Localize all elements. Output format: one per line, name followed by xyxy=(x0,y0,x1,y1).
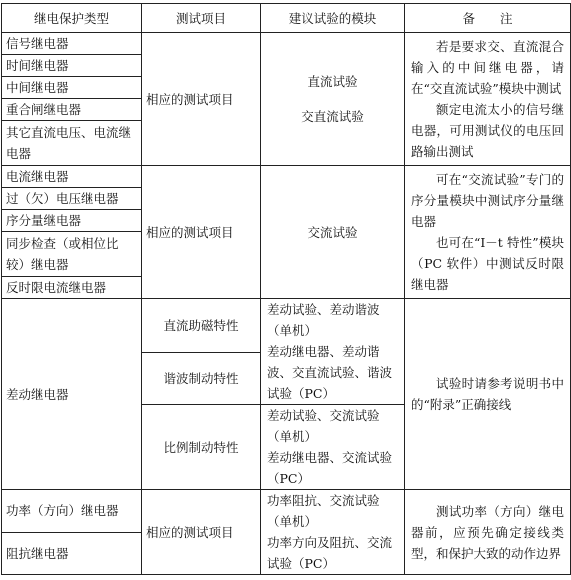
module-cell: 差动试验、交流试验（单机） 差动继电器、交流试验（PC） xyxy=(261,405,405,490)
module-cell: 交流试验 xyxy=(261,166,405,299)
remark-cell: 测试功率（方向）继电器前，应预先确定接线类型，和保护大致的动作边界 xyxy=(405,490,571,575)
relay-type-cell: 阻抗继电器 xyxy=(2,532,142,575)
relay-test-table xyxy=(1,3,571,575)
module-cell: 差动试验、差动谐波（单机） 差动继电器、差动谐波、交直流试验、谐波试验（PC） xyxy=(261,299,405,405)
table-row xyxy=(2,33,571,55)
test-item-cell: 相应的测试项目 xyxy=(142,166,261,299)
relay-type-cell: 功率（方向）继电器 xyxy=(2,490,142,533)
relay-type-cell: 电流继电器 xyxy=(2,166,142,188)
table-row xyxy=(2,299,571,353)
relay-type-cell: 过（欠）电压继电器 xyxy=(2,188,142,210)
module-cell: 直流试验 交直流试验 xyxy=(261,33,405,166)
relay-type-cell: 时间继电器 xyxy=(2,55,142,77)
header-relay-type: 继电保护类型 xyxy=(2,4,142,33)
table-row xyxy=(2,166,571,188)
header-row xyxy=(2,4,571,33)
header-test-item: 测试项目 xyxy=(142,4,261,33)
test-item-cell: 相应的测试项目 xyxy=(142,490,261,575)
relay-type-cell: 差动继电器 xyxy=(2,299,142,490)
module-cell: 功率阻抗、交流试验（单机） 功率方向及阻抗、交流试验（PC） xyxy=(261,490,405,575)
table-row xyxy=(2,490,571,533)
relay-type-cell: 序分量继电器 xyxy=(2,210,142,232)
test-item-cell: 直流助磁特性 xyxy=(142,299,261,353)
remark-cell: 可在“交流试验”专门的序分量模块中测试序分量继电器 也可在“I－t 特性”模块（PC 软件）中测试反时限继电器 xyxy=(405,166,571,299)
test-item-cell: 谐波制动特性 xyxy=(142,353,261,405)
relay-type-cell: 同步检查（或相位比较）继电器 xyxy=(2,232,142,277)
test-item-cell: 相应的测试项目 xyxy=(142,33,261,166)
header-remarks: 备 注 xyxy=(405,4,571,33)
relay-type-cell: 其它直流电压、电流继电器 xyxy=(2,121,142,166)
relay-type-cell: 中间继电器 xyxy=(2,77,142,99)
relay-type-cell: 反时限电流继电器 xyxy=(2,277,142,299)
header-module: 建议试验的模块 xyxy=(261,4,405,33)
relay-type-cell: 信号继电器 xyxy=(2,33,142,55)
relay-type-cell: 重合闸继电器 xyxy=(2,99,142,121)
remark-cell: 若是要求交、直流混合输入的中间继电器，请在“交直流试验”模块中测试 额定电流太小的信号继电器，可用测试仪的电压回路输出测试 xyxy=(405,33,571,166)
remark-cell: 试验时请参考说明书中的“附录”正确接线 xyxy=(405,299,571,490)
test-item-cell: 比例制动特性 xyxy=(142,405,261,490)
